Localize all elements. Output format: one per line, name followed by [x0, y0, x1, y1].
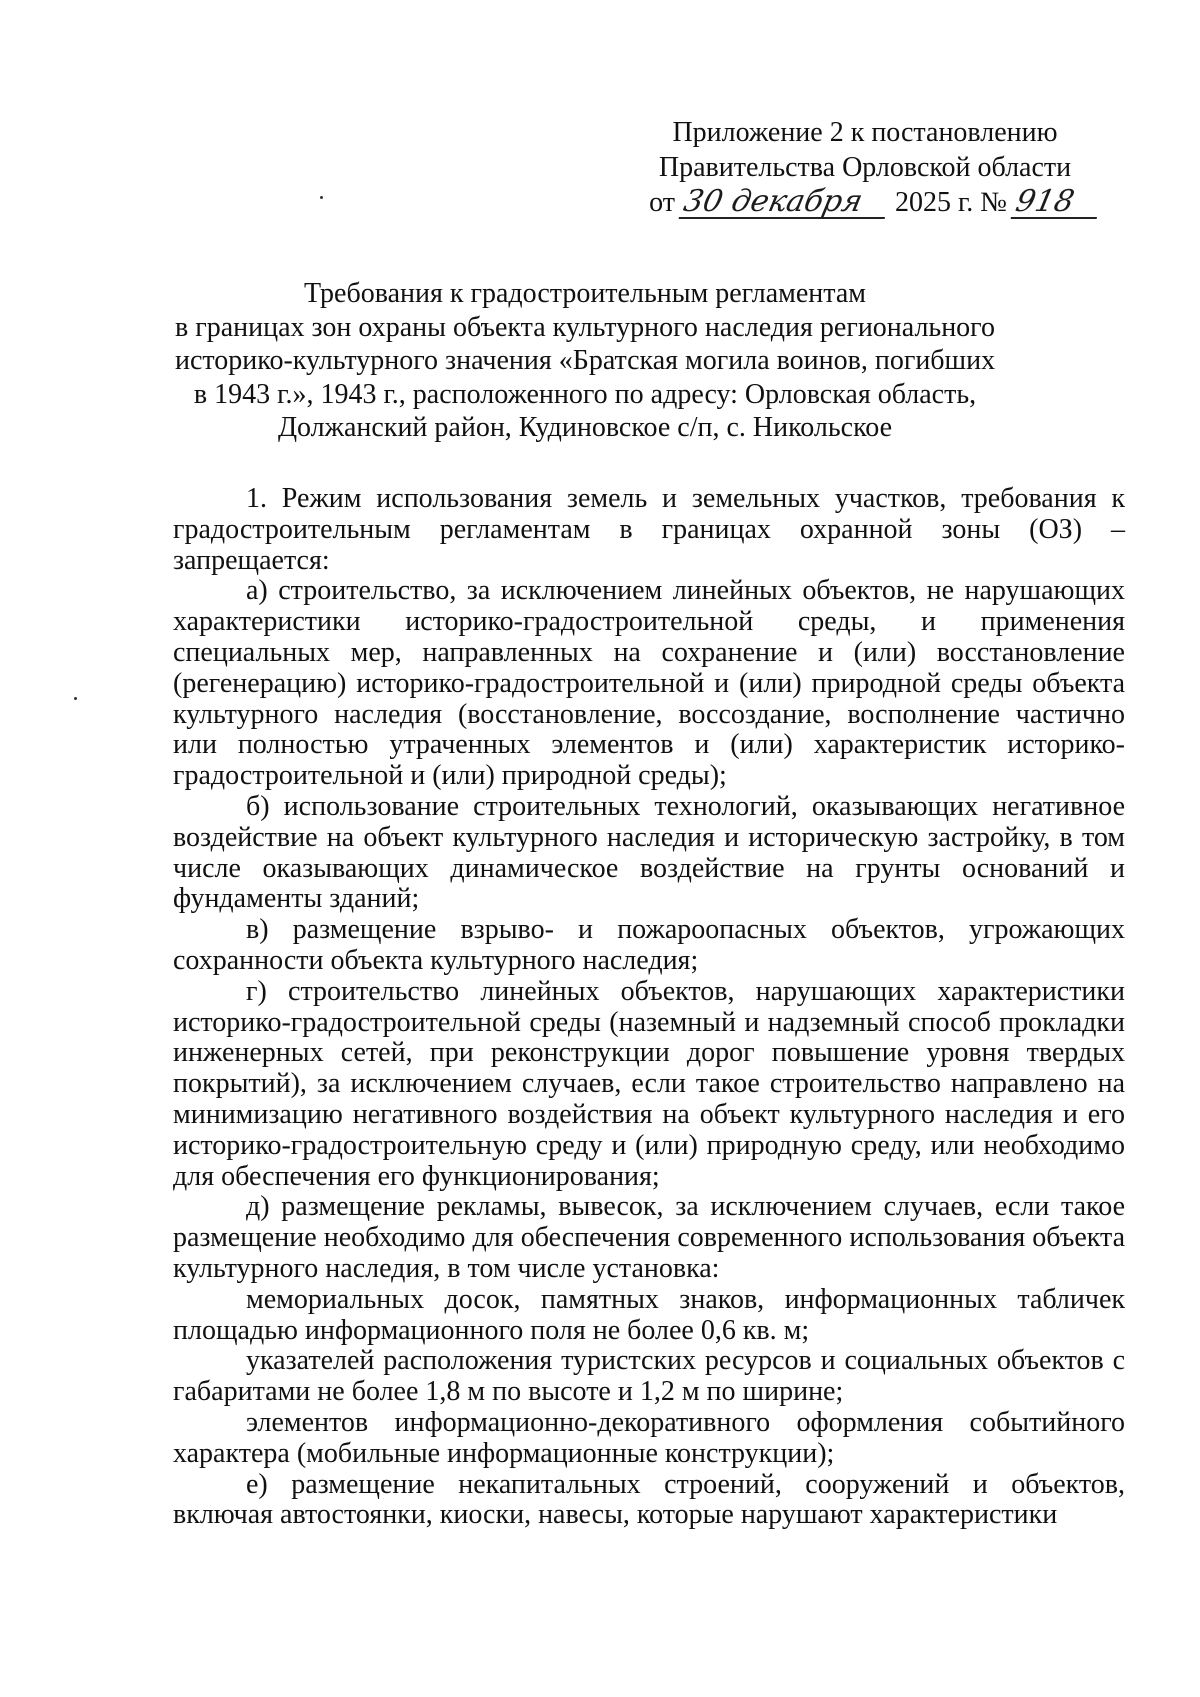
paragraph-d-item-3: элементов информационно-декоративного оформления событийного характера (мобильные информационные конструкции);: [173, 1406, 1125, 1469]
handwritten-date: 30 декабря: [679, 187, 892, 219]
paragraph-d: д) размещение рекламы, вывесок, за исключением случаев, если такое размещение необходимо для обеспечения современного использования объекта культурного наследия, в том числе установка:: [173, 1191, 1125, 1284]
title-line: в границах зон охраны объекта культурного наследия регионального: [175, 311, 995, 343]
paragraph-b: б) использование строительных технологий, оказывающих негативное воздействие на объект культурного наследия и историческую застройку, в том числе оказывающих динамическое воздействие на грунты оснований и фундаменты зданий;: [173, 790, 1125, 915]
title-line: Требования к градостроительным регламентам: [304, 278, 866, 309]
handwritten-number: 918: [1011, 187, 1104, 219]
paragraph-e: е) размещение некапитальных строений, сооружений и объектов, включая автостоянки, киоски, навесы, которые нарушают характеристики: [173, 1468, 1125, 1531]
title-line: Должанский район, Кудиновское с/п, с. Никольское: [277, 412, 893, 443]
scan-speck: [320, 196, 323, 199]
header-line-1: Приложение 2 к постановлению: [672, 117, 1058, 148]
header-line-2: Правительства Орловской области: [658, 152, 1072, 183]
appendix-header: [630, 115, 1100, 220]
title-line: историко-культурного значения «Братская могила воинов, погибших: [175, 345, 996, 376]
year-number-label: 2025 г. №: [894, 187, 1007, 218]
paragraph-d-item-2: указателей расположения туристских ресурсов и социальных объектов с габаритами не более 1,8 м по высоте и 1,2 м по ширине;: [173, 1345, 1125, 1408]
document-title: [175, 277, 995, 445]
paragraph-a: а) строительство, за исключением линейных объектов, не нарушающих характеристики историко-градостроительной среды, и применения специальных мер, направленных на сохранение и (или) восстановление (регенерацию) историко-градостроительной и (или) природной среды объекта культурного наследия (восстановление, воссоздание, восполнение частично или полностью утраченных элементов и (или) характеристик историко-градостроительной и (или) природной среды);: [173, 575, 1125, 792]
paragraph-1: 1. Режим использования земель и земельных участков, требования к градостроительным регламентам в границах охранной зоны (ОЗ) – запрещается:: [173, 483, 1125, 576]
paragraph-v: в) размещение взрыво- и пожароопасных объектов, угрожающих сохранности объекта культурного наследия;: [173, 914, 1125, 976]
paragraph-d-item-1: мемориальных досок, памятных знаков, информационных табличек площадью информационного поля не более 0,6 кв. м;: [173, 1283, 1125, 1346]
scan-speck: [74, 697, 77, 700]
date-prefix: от: [649, 187, 675, 218]
document-body: [173, 484, 1125, 1531]
paragraph-g: г) строительство линейных объектов, нарушающих характеристики историко-градостроительной среды (наземный и надземный способ прокладки инженерных сетей, при реконструкции дорог повышение уровня твердых покрытий), за исключением случаев, если такое строительство направлено на минимизацию негативного воздействия на объект культурного наследия и его историко-градостроительную среду и (или) природную среду, или необходимо для обеспечения его функционирования;: [173, 975, 1125, 1192]
title-line: в 1943 г.», 1943 г., расположенного по адресу: Орловская область,: [193, 378, 977, 410]
header-dateline: [630, 185, 1100, 220]
